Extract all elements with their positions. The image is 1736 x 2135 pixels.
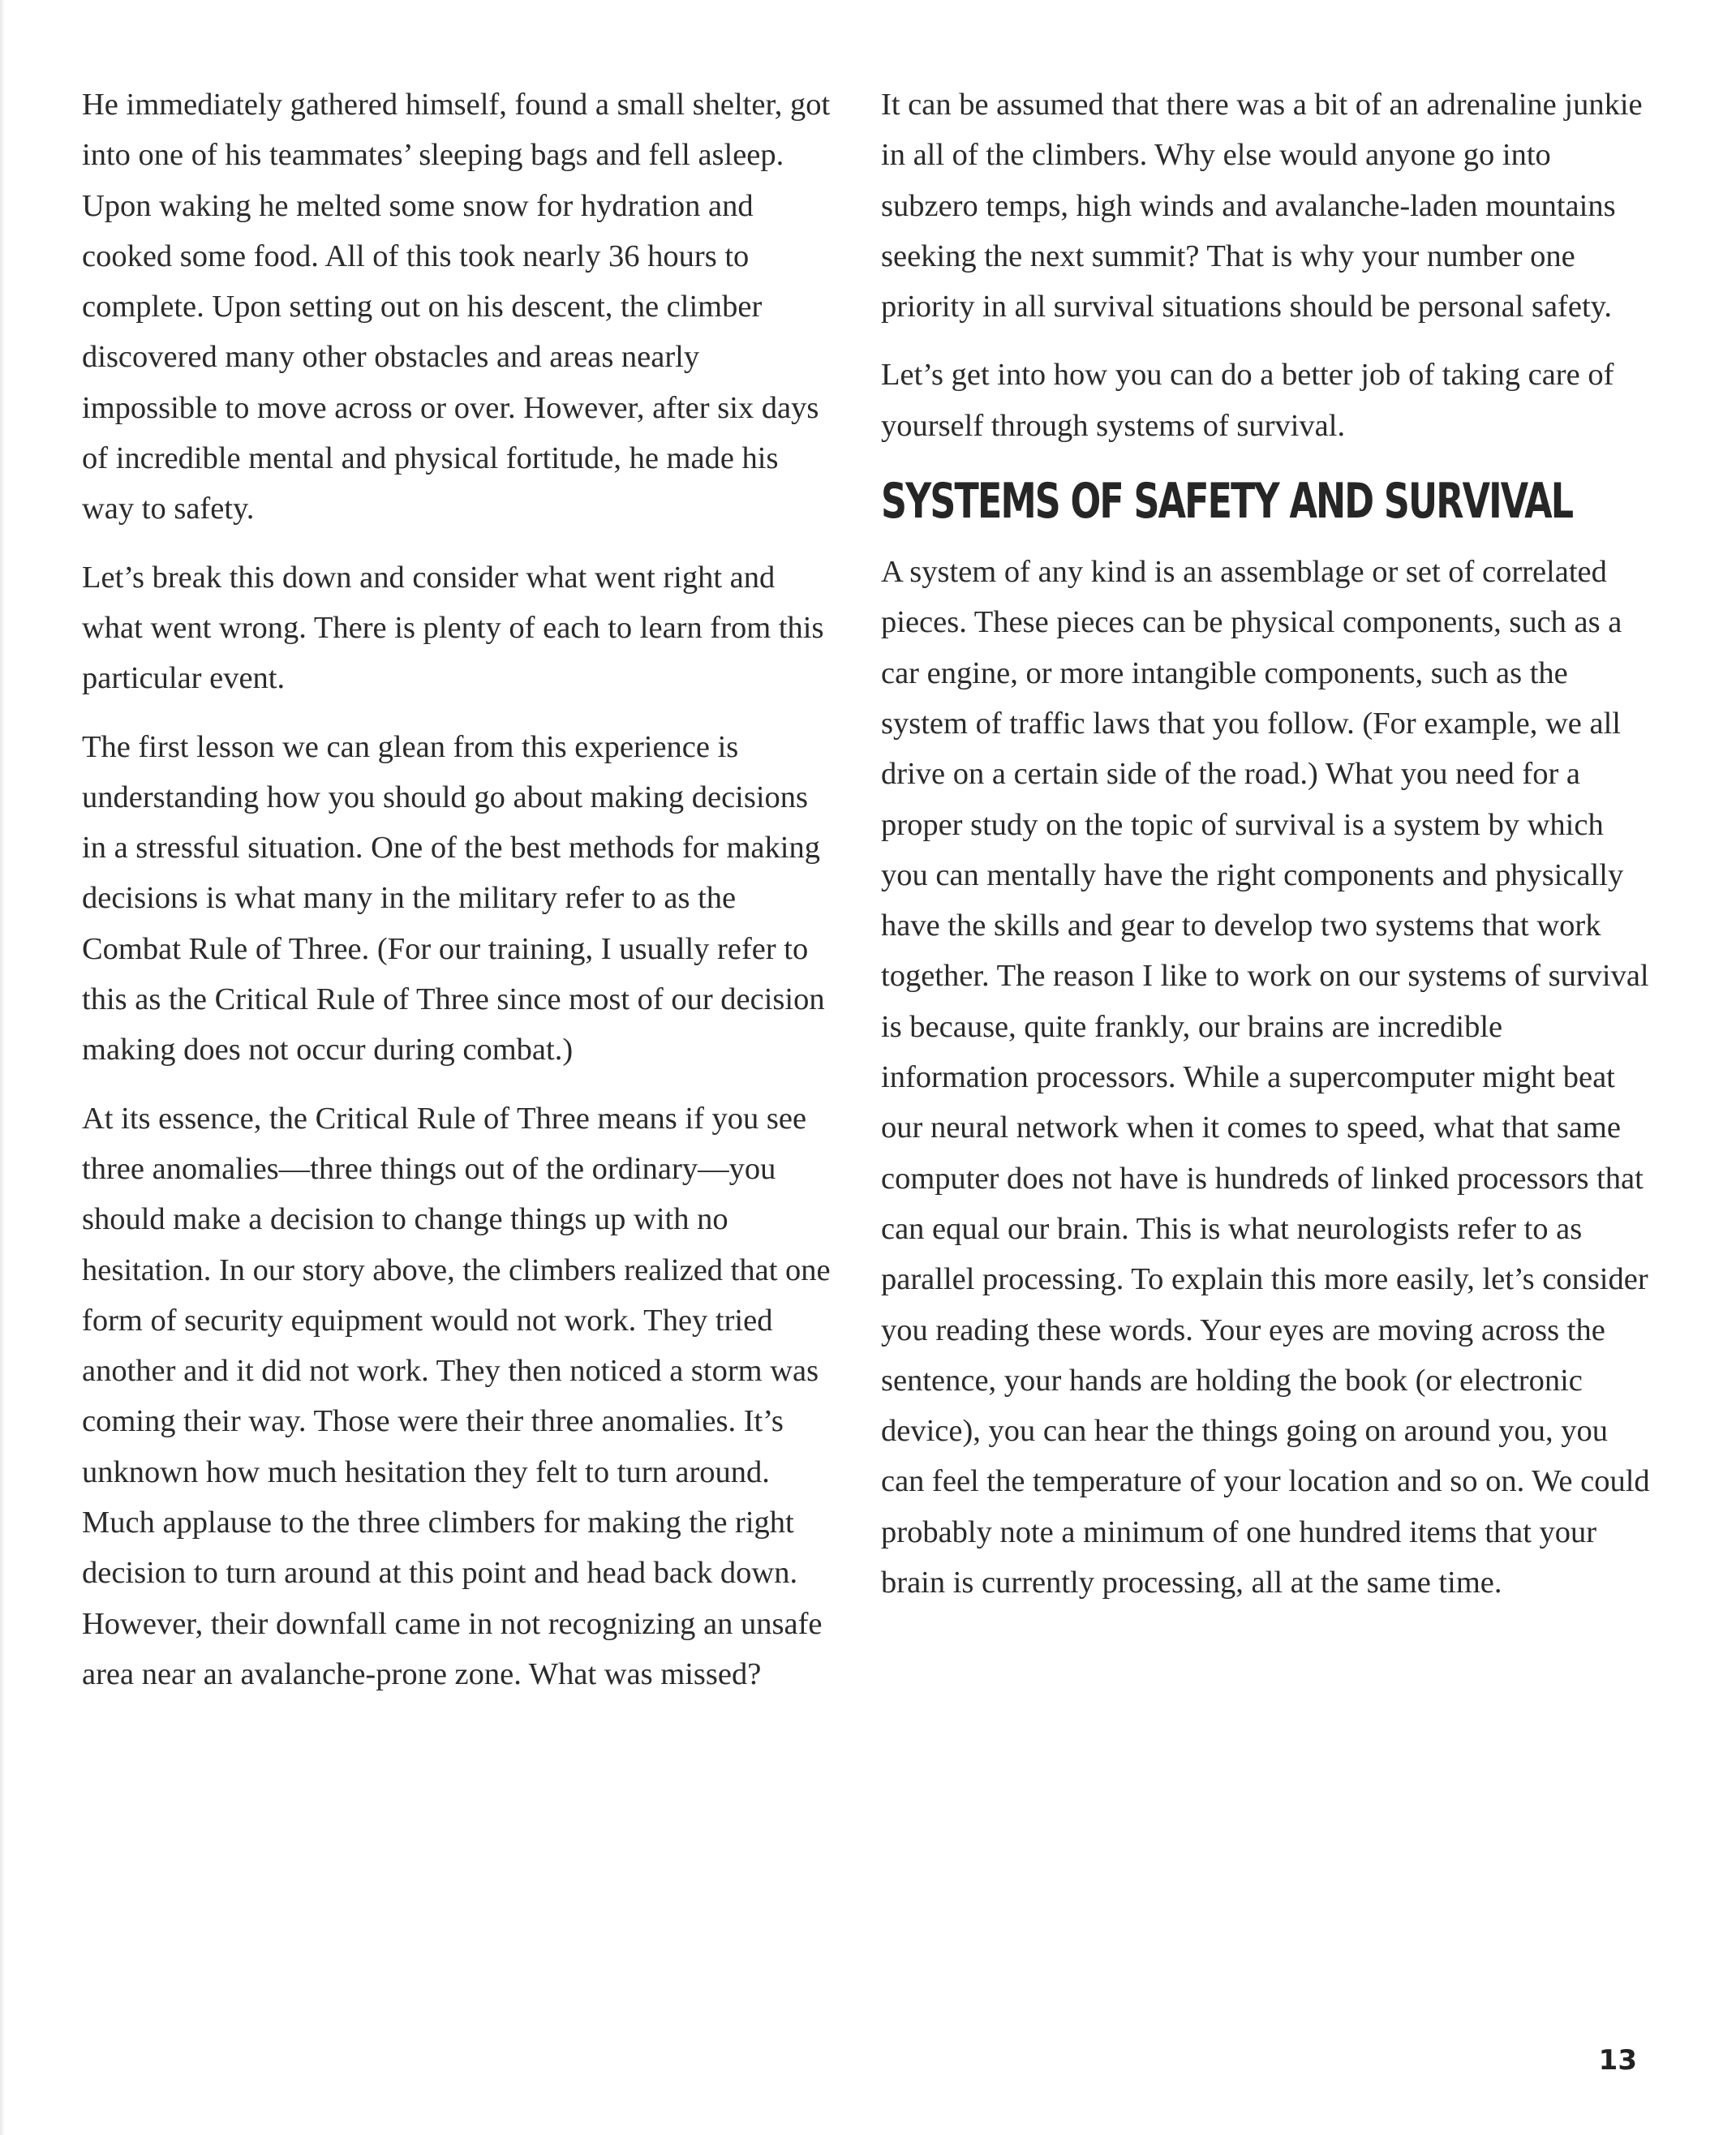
paragraph: Let’s break this down and consider what went right and what went wrong. There is plenty of each to learn from this particular event. <box>82 560 824 696</box>
paragraph: He immediately gathered himself, found a small shelter, got into one of his teammates’ sleeping bags and fell asleep. Upon waking he melted some snow for hydration and cooked some food. All of this took nearly 36 hours to complete. Upon setting out on his descent, the climber discovered many other obstacles and areas nearly impossible to move across or over. However, after six days of incredible mental and physical fortitude, he made his way to safety. <box>82 88 831 526</box>
paragraph: A system of any kind is an assemblage or set of correlated pieces. These pieces can be physical components, such as a car engine, or more intangible components, such as the system of traffic laws that you follow. (For example, we all drive on a certain side of the road.) What you need for a proper study on the topic of survival is a system by which you can mentally have the right components and physically have the skills and gear to develop two systems that work together. The reason I like to work on our systems of survival is because, quite frankly, our brains are incredible information processors. While a supercomputer might beat our neural network when it comes to speed, what that same computer does not have is hundreds of linked processors that can equal our brain. This is what neurologists refer to as parallel processing. To explain this more easily, let’s consider you reading these words. Your eyes are moving across the sentence, your hands are holding the book (or electronic device), you can hear the things going on around you, you can feel the temperature of your location and so on. We could probably note a minimum of one hundred items that your brain is currently processing, all at the same time. <box>881 555 1650 1600</box>
paragraph: It can be assumed that there was a bit of an adrenaline junkie in all of the climbers. Why else would anyone go into subzero temps, high winds and avalanche-laden mountains seeking the next summit? That is why your number one priority in all survival situations should be personal safety. <box>881 88 1643 324</box>
right-column <box>881 79 1656 1626</box>
section-heading: SYSTEMS OF SAFETY AND SURVIVAL <box>881 473 1573 531</box>
left-column <box>82 79 836 1717</box>
paragraph: Let’s get into how you can do a better job of taking care of yourself through systems of survival. <box>881 358 1614 443</box>
paragraph: The first lesson we can glean from this experience is understanding how you should go about making decisions in a stressful situation. One of the best methods for making decisions is what many in the military refer to as the Combat Rule of Three. (For our training, I usually refer to this as the Critical Rule of Three since most of our decision making does not occur during combat.) <box>82 729 825 1068</box>
page-edge-shadow <box>0 0 5 2135</box>
paragraph: At its essence, the Critical Rule of Three means if you see three anomalies—three things out of the ordinary—you should make a decision to change things up with no hesitation. In our story above, the climbers realized that one form of security equipment would not work. They tried another and it did not work. They then noticed a storm was coming their way. Those were their three anomalies. It’s unknown how much hesitation they felt to turn around. Much applause to the three climbers for making the right decision to turn around at this point and head back down. However, their downfall came in not recognizing an unsafe area near an avalanche-prone zone. What was missed? <box>82 1101 831 1691</box>
page-number: 13 <box>1598 2044 1637 2077</box>
